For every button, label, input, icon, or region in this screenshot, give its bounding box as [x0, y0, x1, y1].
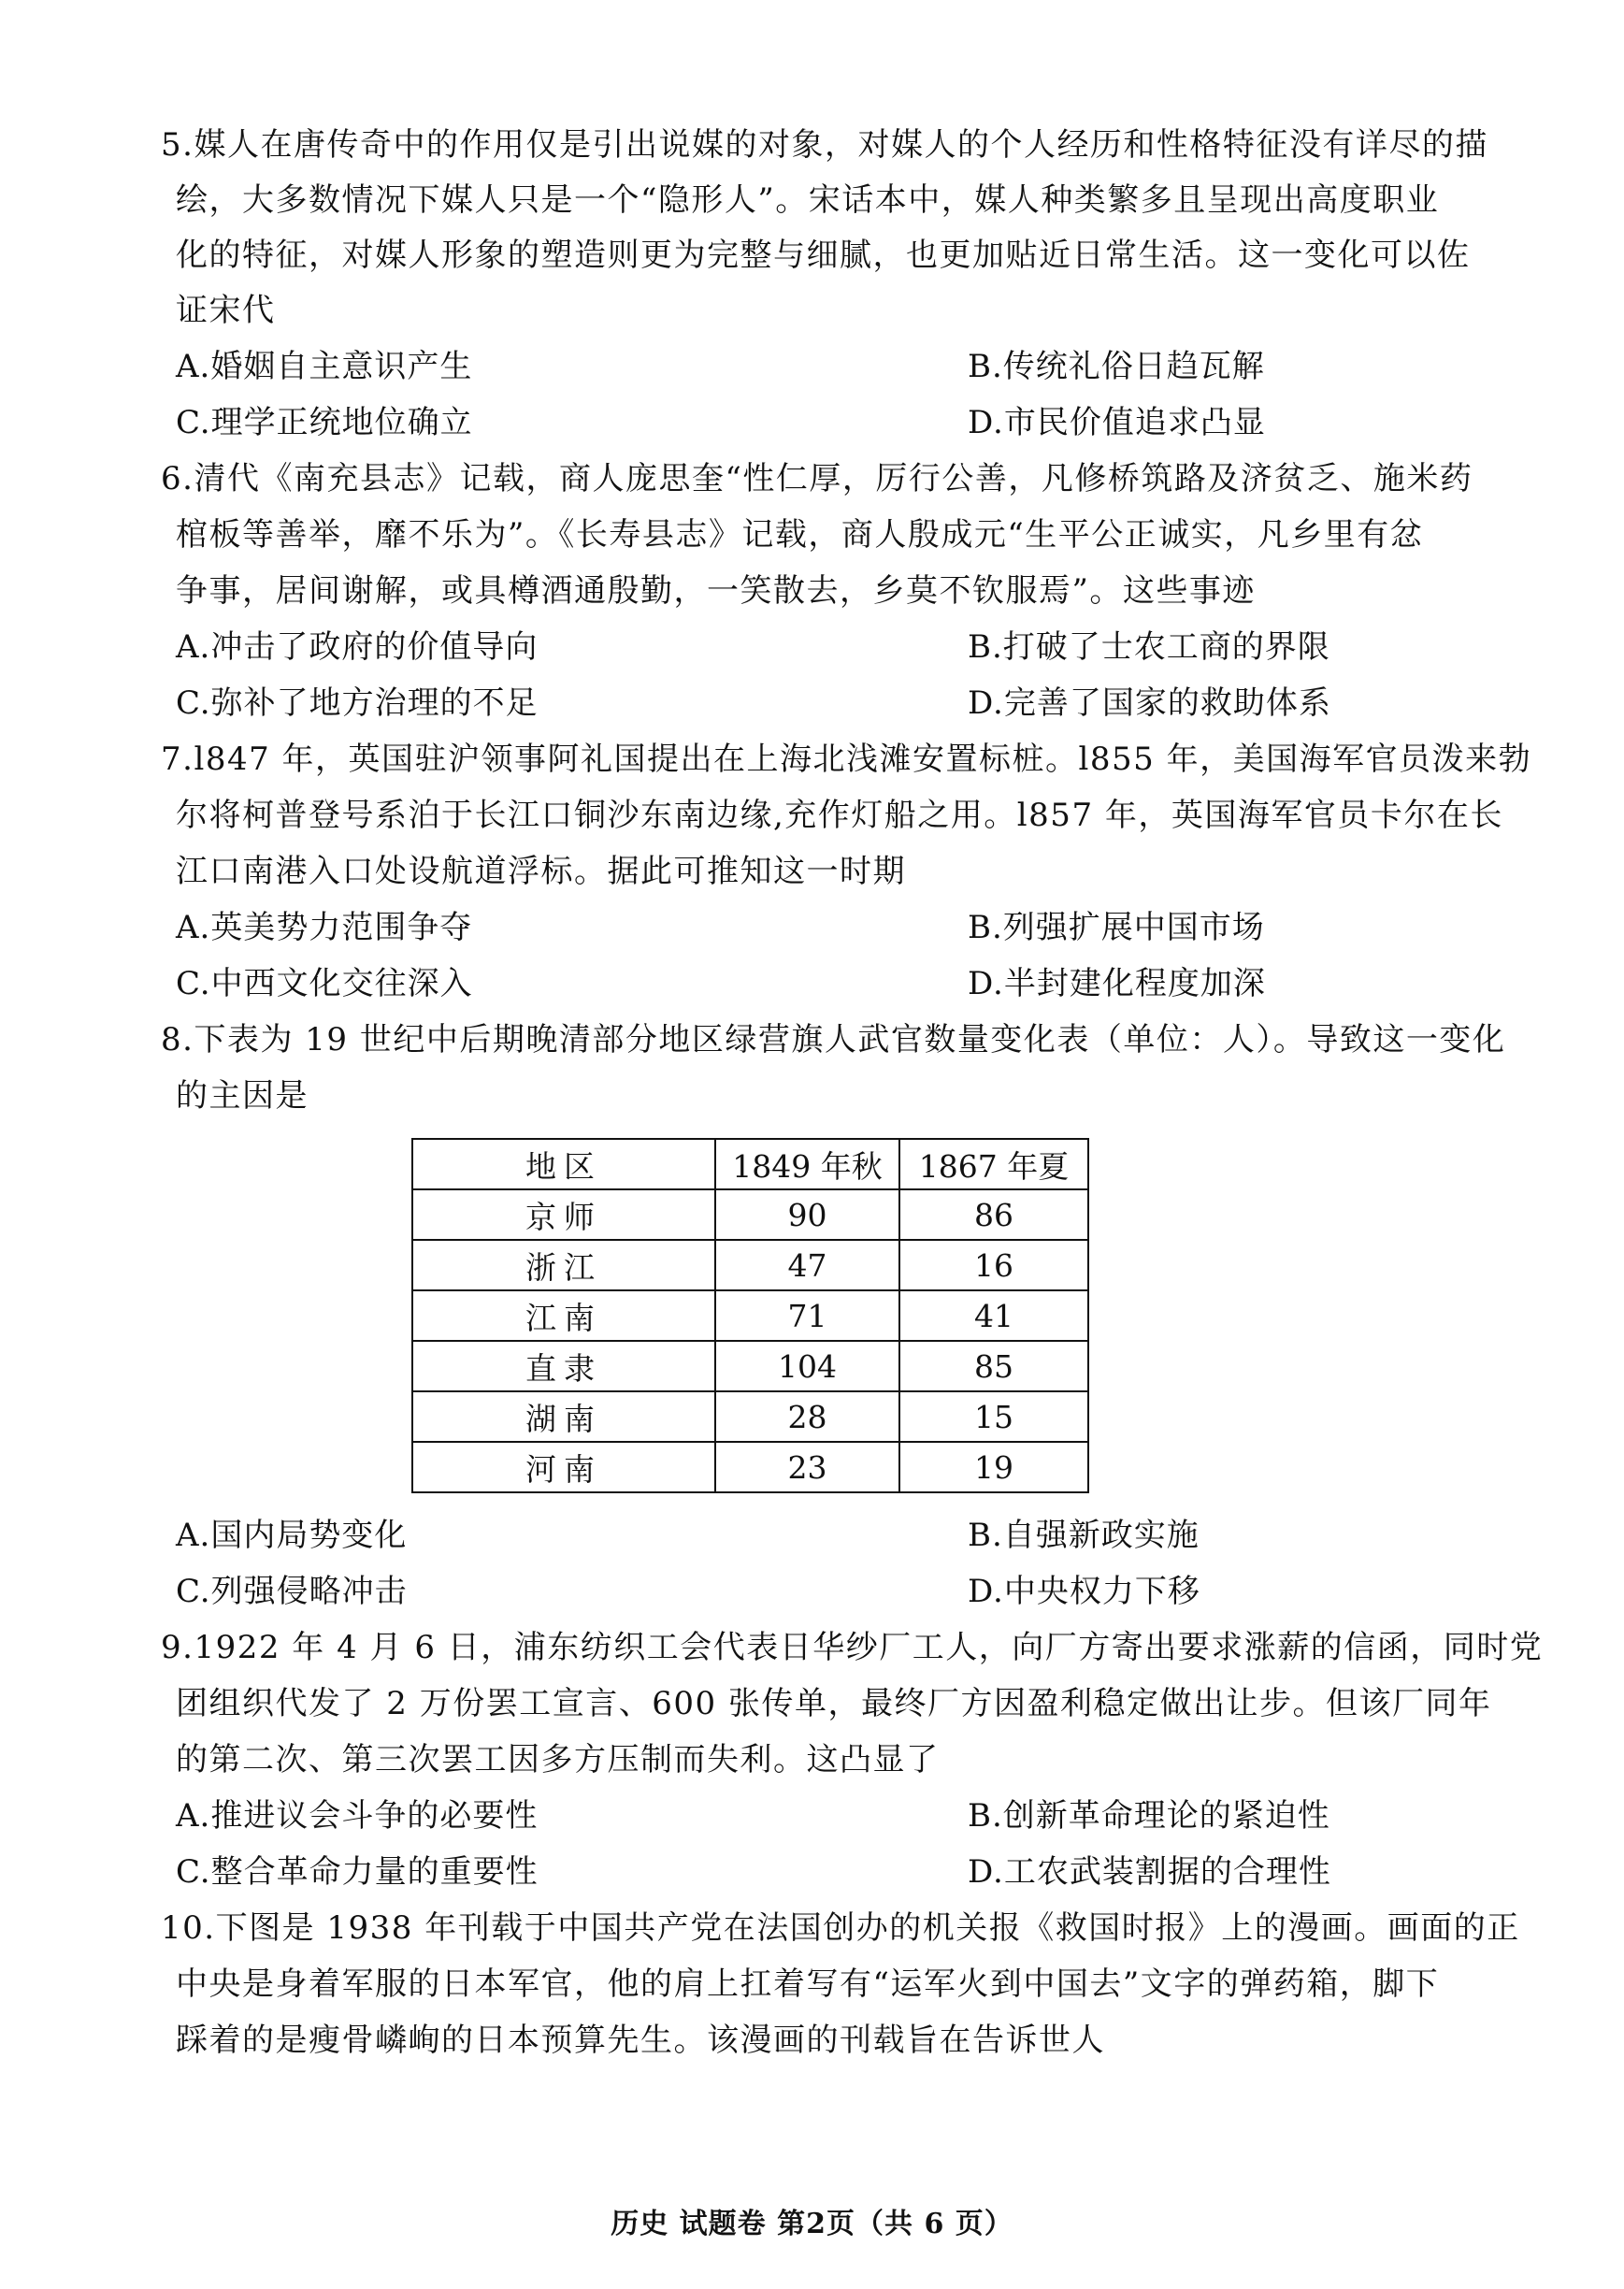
option-d: D.完善了国家的救助体系 — [968, 684, 1331, 722]
table-cell: 19 — [899, 1442, 1088, 1492]
question-text-line: 10.下图是 1938 年刊载于中国共产党在法国创办的机关报《救国时报》上的漫画。画面的正 — [161, 1909, 1520, 1947]
option-a: A.婚姻自主意识产生 — [176, 348, 473, 385]
table-cell: 浙江 — [412, 1240, 715, 1290]
option-c: C.中西文化交往深入 — [176, 965, 473, 1002]
table-cell: 104 — [715, 1341, 899, 1391]
option-a: A.冲击了政府的价值导向 — [176, 628, 539, 666]
option-b: B.打破了士农工商的界限 — [968, 628, 1330, 666]
question-text-line: 绘，大多数情况下媒人只是一个“隐形人”。宋话本中，媒人种类繁多且呈现出高度职业 — [176, 181, 1440, 219]
question-text-line: 化的特征，对媒人形象的塑造则更为完整与细腻，也更加贴近日常生活。这一变化可以佐 — [176, 237, 1471, 274]
option-a: A.国内局势变化 — [176, 1517, 408, 1554]
table-header-cell: 1867 年夏 — [899, 1139, 1088, 1189]
question-text-line: 尔将柯普登号系泊于长江口铜沙东南边缘,充作灯船之用。l857 年，英国海军官员卡尔在长 — [176, 797, 1503, 834]
table-cell: 15 — [899, 1391, 1088, 1442]
option-a: A.推进议会斗争的必要性 — [176, 1797, 539, 1835]
question-text-line: 踩着的是瘦骨嶙峋的日本预算先生。该漫画的刊载旨在告诉世人 — [176, 2022, 1105, 2059]
question-text-line: 争事，居间谢解，或具樽酒通殷勤，一笑散去，乡莫不钦服焉”。这些事迹 — [176, 572, 1256, 610]
table-cell: 江南 — [412, 1290, 715, 1341]
option-c: C.整合革命力量的重要性 — [176, 1853, 539, 1891]
question-text-line: 7.l847 年，英国驻沪领事阿礼国提出在上海北浅滩安置标桩。l855 年，美国海军官员泼来勃 — [161, 741, 1532, 778]
question-text-line: 8.下表为 19 世纪中后期晚清部分地区绿营旗人武官数量变化表（单位：人）。导致这一变化 — [161, 1021, 1506, 1058]
option-d: D.中央权力下移 — [968, 1573, 1200, 1610]
option-c: C.理学正统地位确立 — [176, 404, 473, 441]
option-c: C.弥补了地方治理的不足 — [176, 684, 539, 722]
question-text-line: 棺板等善举，靡不乐为”。《长寿县志》记载，商人殷成元“生平公正诚实，凡乡里有忿 — [176, 516, 1424, 554]
option-d: D.市民价值追求凸显 — [968, 404, 1266, 441]
table-row — [412, 1341, 1088, 1391]
question-text-line: 的主因是 — [176, 1077, 309, 1115]
table-header-cell: 1849 年秋 — [715, 1139, 899, 1189]
question-text-line: 的第二次、第三次罢工因多方压制而失利。这凸显了 — [176, 1741, 940, 1778]
option-c: C.列强侵略冲击 — [176, 1573, 408, 1610]
table-row — [412, 1391, 1088, 1442]
option-d: D.工农武装割据的合理性 — [968, 1853, 1331, 1891]
table-row — [412, 1442, 1088, 1492]
table-row — [412, 1290, 1088, 1341]
table-cell: 23 — [715, 1442, 899, 1492]
table-cell: 71 — [715, 1290, 899, 1341]
option-a: A.英美势力范围争夺 — [176, 909, 473, 946]
option-b: B.列强扩展中国市场 — [968, 909, 1265, 946]
question-text-line: 团组织代发了 2 万份罢工宣言、600 张传单，最终厂方因盈利稳定做出让步。但该厂同年 — [176, 1685, 1492, 1722]
table-header-row — [412, 1139, 1088, 1189]
table-header-cell: 地区 — [412, 1139, 715, 1189]
table-cell: 86 — [899, 1189, 1088, 1240]
table-cell: 90 — [715, 1189, 899, 1240]
page-footer: 历史 试题卷 第2页（共 6 页） — [611, 2208, 1013, 2240]
table-cell: 直隶 — [412, 1341, 715, 1391]
option-d: D.半封建化程度加深 — [968, 965, 1266, 1002]
option-b: B.传统礼俗日趋瓦解 — [968, 348, 1265, 385]
option-b: B.创新革命理论的紧迫性 — [968, 1797, 1330, 1835]
question-text-line: 江口南港入口处设航道浮标。据此可推知这一时期 — [176, 853, 906, 890]
table-cell: 47 — [715, 1240, 899, 1290]
question-text-line: 5.媒人在唐传奇中的作用仅是引出说媒的对象，对媒人的个人经历和性格特征没有详尽的描 — [161, 126, 1488, 164]
table-row — [412, 1189, 1088, 1240]
table-cell: 28 — [715, 1391, 899, 1442]
question-text-line: 中央是身着军服的日本军官，他的肩上扛着写有“运军火到中国去”文字的弹药箱，脚下 — [176, 1965, 1440, 2003]
option-b: B.自强新政实施 — [968, 1517, 1200, 1554]
table-cell: 京师 — [412, 1189, 715, 1240]
table-cell: 河南 — [412, 1442, 715, 1492]
question-text-line: 9.1922 年 4 月 6 日，浦东纺织工会代表日华纱厂工人，向厂方寄出要求涨薪的信函，同时党 — [161, 1629, 1544, 1666]
data-table — [411, 1138, 1089, 1493]
table-row — [412, 1240, 1088, 1290]
question-text-line: 6.清代《南充县志》记载，商人庞思奎“性仁厚，厉行公善，凡修桥筑路及济贫乏、施米药 — [161, 460, 1473, 497]
table-cell: 85 — [899, 1341, 1088, 1391]
table-cell: 41 — [899, 1290, 1088, 1341]
table-cell: 16 — [899, 1240, 1088, 1290]
question-text-line: 证宋代 — [176, 292, 276, 329]
table-cell: 湖南 — [412, 1391, 715, 1442]
